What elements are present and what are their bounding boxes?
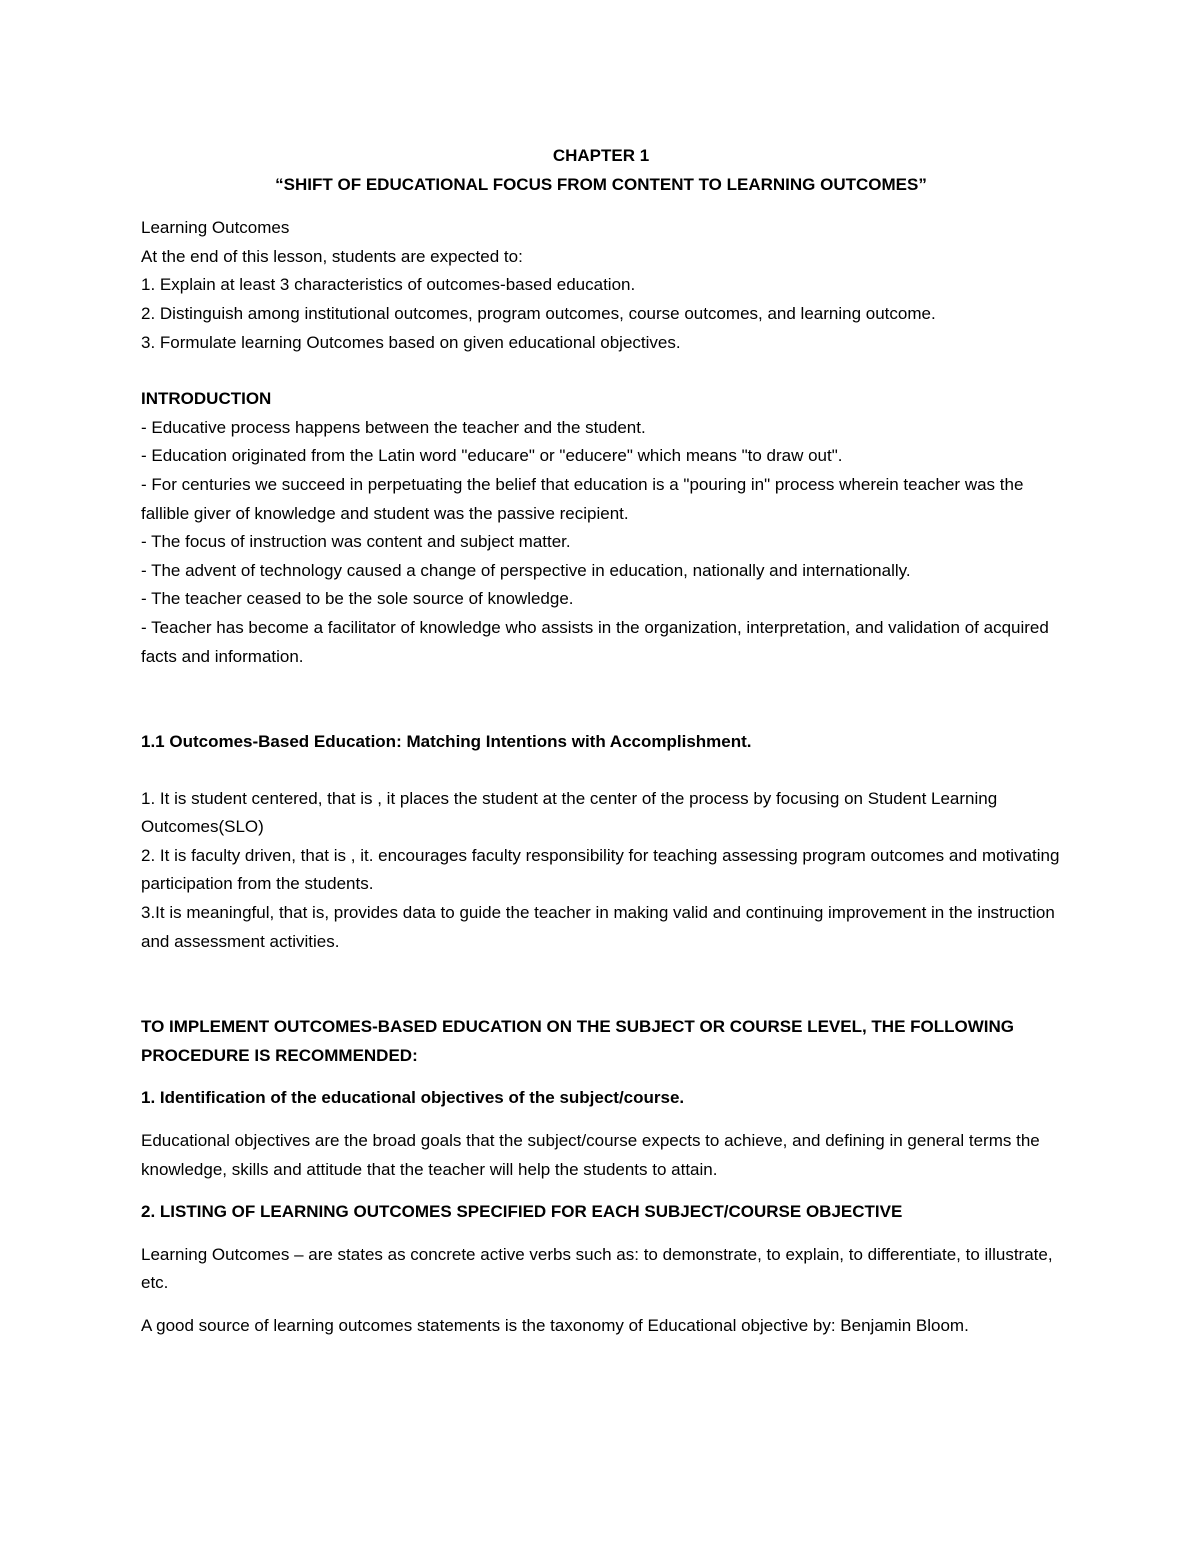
introduction-item: - Teacher has become a facilitator of knowledge who assists in the organization, interpretation, and validation of acquired facts and information.	[141, 617, 1049, 666]
document-page	[141, 142, 1061, 1341]
obe-characteristic-item: 3.It is meaningful, that is, provides data to guide the teacher in making valid and continuing improvement in the instruction and assessment activities.	[141, 903, 1055, 951]
obe-characteristic-item: 2. It is faculty driven, that is , it. encourages faculty responsibility for teaching assessing program outcomes and motivating participation from the students.	[141, 845, 1060, 894]
introduction-item: - The focus of instruction was content and subject matter.	[141, 532, 571, 552]
implement-heading: TO IMPLEMENT OUTCOMES-BASED EDUCATION ON THE SUBJECT OR COURSE LEVEL, THE FOLLOWING PROCEDURE IS RECOMMENDED:	[141, 1017, 1015, 1065]
step-1-heading: 1. Identification of the educational objectives of the subject/course.	[141, 1088, 685, 1108]
introduction-item: - The teacher ceased to be the sole source of knowledge.	[141, 589, 574, 609]
step-2-body: Learning Outcomes – are states as concrete active verbs such as: to demonstrate, to explain, to differentiate, to illustrate, etc.	[141, 1244, 1053, 1293]
section-1-1-heading: 1.1 Outcomes-Based Education: Matching Intentions with Accomplishment.	[141, 732, 752, 752]
chapter-title: “SHIFT OF EDUCATIONAL FOCUS FROM CONTENT TO LEARNING OUTCOMES”	[275, 174, 927, 194]
step-2-source: A good source of learning outcomes statements is the taxonomy of Educational objective by: Benjamin Bloom.	[141, 1316, 969, 1335]
introduction-heading: INTRODUCTION	[141, 389, 272, 409]
learning-outcome-item: 1. Explain at least 3 characteristics of outcomes-based education.	[141, 275, 636, 295]
introduction-item: - Education originated from the Latin word "educare" or "educere" which means "to draw out".	[141, 446, 843, 466]
obe-characteristic-item: 1. It is student centered, that is , it places the student at the center of the process by focusing on Student Learning Outcomes(SLO)	[141, 788, 998, 837]
chapter-label: CHAPTER 1	[552, 146, 650, 165]
introduction-item: - For centuries we succeed in perpetuating the belief that education is a "pouring in" process wherein teacher was the fallible giver of knowledge and student was the passive recipient.	[141, 474, 1024, 523]
step-1-body: Educational objectives are the broad goals that the subject/course expects to achieve, and defining in general terms the knowledge, skills and attitude that the teacher will help the students to attain.	[141, 1131, 1040, 1179]
learning-outcome-item: 3. Formulate learning Outcomes based on given educational objectives.	[141, 332, 681, 352]
learning-outcomes-intro: At the end of this lesson, students are expected to:	[141, 246, 523, 266]
step-2-heading: 2. LISTING OF LEARNING OUTCOMES SPECIFIED FOR EACH SUBJECT/COURSE OBJECTIVE	[141, 1202, 903, 1222]
learning-outcome-item: 2. Distinguish among institutional outcomes, program outcomes, course outcomes, and learning outcome.	[141, 303, 936, 323]
introduction-item: - Educative process happens between the teacher and the student.	[141, 417, 646, 437]
introduction-item: - The advent of technology caused a change of perspective in education, nationally and internationally.	[141, 560, 911, 580]
learning-outcomes-heading: Learning Outcomes	[141, 218, 290, 238]
